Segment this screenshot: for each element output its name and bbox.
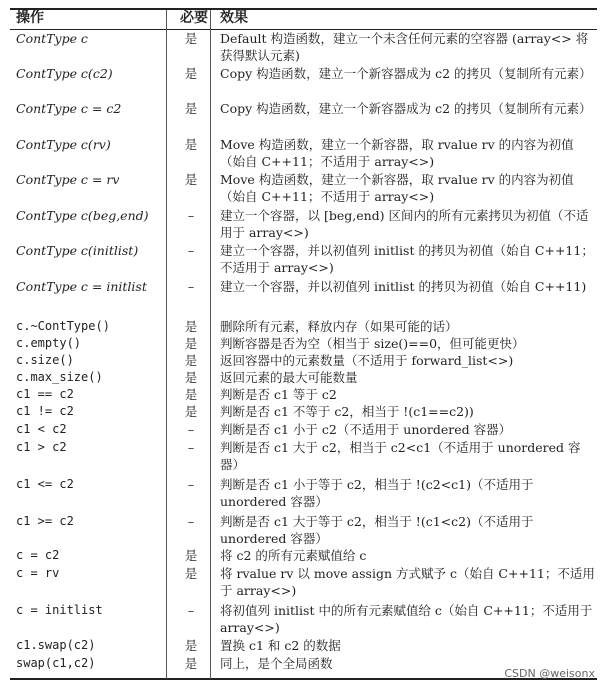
req-cell: 是: [184, 319, 198, 334]
effect-cell: 建立一个容器，并以初值列 initlist 的拷贝为初值（始自 C++11): [220, 279, 587, 294]
effect-cell: 将 c2 的所有元素赋值给 c: [220, 548, 367, 563]
column-divider-1: [166, 10, 167, 679]
op-cell: c1.swap(c2): [16, 638, 96, 652]
op-cell: ContType c(beg,end): [16, 208, 149, 223]
header-req: 必要: [180, 10, 208, 26]
effect-cell: 将初值列 initlist 中的所有元素赋值给 c（始自 C++11；不适用于 array<>): [220, 603, 593, 635]
req-cell: –: [187, 208, 195, 223]
req-cell: –: [187, 440, 195, 455]
op-cell: c1 > c2: [16, 440, 67, 454]
req-cell: –: [187, 514, 195, 529]
effect-cell: Copy 构造函数，建立一个新容器成为 c2 的拷贝（复制所有元素）: [220, 66, 592, 81]
effect-cell: 判断是否 c1 大于 c2，相当于 c2<c1（不适用于 unordered 容器）: [220, 440, 581, 472]
header-effect: 效果: [220, 10, 248, 26]
effect-cell: 判断是否 c1 小于等于 c2，相当于 !(c2<c1)（不适用于 unordered 容器）: [220, 477, 534, 509]
req-cell: –: [187, 243, 195, 258]
effect-cell: 判断是否 c1 大于等于 c2，相当于 !(c1<c2)（不适用于 unordered 容器）: [220, 514, 534, 546]
req-cell: 是: [184, 387, 198, 402]
effect-cell: 同上，是个全局函数: [220, 656, 333, 671]
req-cell: 是: [184, 101, 198, 116]
effect-cell: 置换 c1 和 c2 的数据: [220, 638, 341, 653]
req-cell: 是: [184, 548, 198, 563]
req-cell: 是: [184, 31, 198, 46]
req-cell: –: [187, 477, 195, 492]
effect-cell: 返回容器中的元素数量（不适用于 forward_list<>): [220, 353, 514, 368]
effect-cell: 建立一个容器，以 [beg,end) 区间内的所有元素拷贝为初值（不适用于 array<>): [220, 208, 589, 240]
op-cell: c = c2: [16, 548, 60, 562]
op-cell: ContType c = c2: [16, 101, 122, 116]
op-cell: ContType c = rv: [16, 172, 120, 187]
req-cell: 是: [184, 566, 198, 581]
effect-cell: 将 rvalue rv 以 move assign 方式赋予 c（始自 C++11；不适用于 array<>): [220, 566, 595, 598]
op-cell: c.empty(): [16, 336, 82, 350]
effect-cell: 删除所有元素，释放内存（如果可能的话）: [220, 319, 458, 334]
req-cell: 是: [184, 638, 198, 653]
effect-cell: 判断是否 c1 小于 c2（不适用于 unordered 容器）: [220, 422, 512, 437]
op-cell: c1 >= c2: [16, 514, 74, 528]
effect-cell: Move 构造函数，建立一个新容器，取 rvalue rv 的内容为初值（始自 C++11；不适用于 array<>): [220, 172, 574, 204]
req-cell: 是: [184, 353, 198, 368]
req-cell: 是: [184, 137, 198, 152]
watermark: CSDN @weisonx: [504, 667, 595, 680]
effect-cell: Default 构造函数，建立一个未含任何元素的空容器 (array<> 将获得默认元素): [220, 31, 589, 63]
req-cell: 是: [184, 336, 198, 351]
req-cell: 是: [184, 656, 198, 671]
effect-cell: Copy 构造函数，建立一个新容器成为 c2 的拷贝（复制所有元素）: [220, 101, 592, 116]
op-cell: c1 == c2: [16, 387, 74, 401]
req-cell: 是: [184, 404, 198, 419]
effect-cell: 判断是否 c1 等于 c2: [220, 387, 337, 402]
op-cell: ContType c: [16, 31, 88, 46]
req-cell: 是: [184, 66, 198, 81]
req-cell: 是: [184, 172, 198, 187]
op-cell: c.~ContType(): [16, 319, 110, 333]
op-cell: c1 != c2: [16, 404, 74, 418]
op-cell: swap(c1,c2): [16, 656, 96, 670]
op-cell: ContType c(rv): [16, 137, 111, 152]
req-cell: –: [187, 422, 195, 437]
op-cell: c1 < c2: [16, 422, 67, 436]
op-cell: c1 <= c2: [16, 477, 74, 491]
req-cell: –: [187, 279, 195, 294]
effect-cell: 判断容器是否为空（相当于 size()==0，但可能更快）: [220, 336, 525, 351]
op-cell: ContType c = initlist: [16, 279, 147, 294]
effect-cell: 建立一个容器，并以初值列 initlist 的拷贝为初值（始自 C++11；不适用于 array<>): [220, 243, 594, 275]
op-cell: c = initlist: [16, 603, 103, 617]
op-cell: ContType c(initlist): [16, 243, 139, 258]
op-cell: ContType c(c2): [16, 66, 113, 81]
effect-cell: Move 构造函数，建立一个新容器，取 rvalue rv 的内容为初值（始自 C++11；不适用于 array<>): [220, 137, 574, 169]
effect-cell: 返回元素的最大可能数量: [220, 370, 358, 385]
effect-cell: 判断是否 c1 不等于 c2，相当于 !(c1==c2)): [220, 404, 474, 419]
column-divider-2: [210, 10, 211, 679]
op-cell: c = rv: [16, 566, 60, 580]
req-cell: –: [187, 603, 195, 618]
op-cell: c.size(): [16, 353, 74, 367]
op-cell: c.max_size(): [16, 370, 103, 384]
header-op: 操作: [16, 10, 44, 26]
req-cell: 是: [184, 370, 198, 385]
